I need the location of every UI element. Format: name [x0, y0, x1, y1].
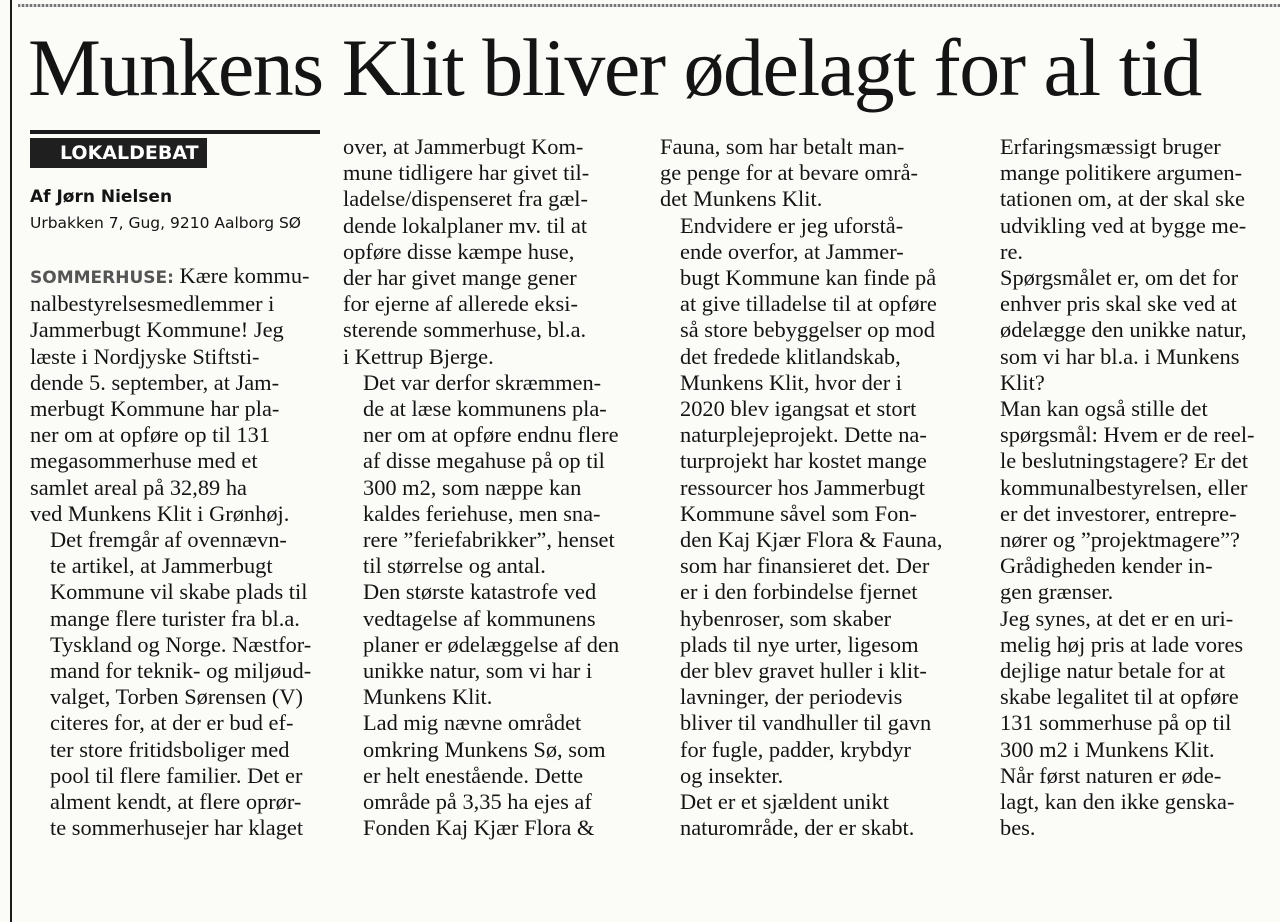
text-line: Det er et sjældent unikt [680, 789, 889, 815]
text-line: ge penge for at bevare områ- [660, 160, 918, 186]
paragraph [980, 763, 1275, 842]
text-line: 300 m2 i Munkens Klit. [1000, 736, 1215, 762]
text-line: dende lokalplaner mv. til at [343, 212, 588, 238]
text-line: der blev gravet huller i klit- [680, 658, 927, 684]
text-line: dende 5. september, at Jam- [30, 369, 280, 395]
text-line: ladelse/dispenseret fra gæl- [343, 186, 588, 212]
text-line: Munkens Klit, hvor der i [680, 369, 903, 395]
text-line: mand for teknik- og miljøud- [50, 658, 312, 684]
text-line: ved Munkens Klit i Grønhøj. [30, 500, 290, 526]
text-line: 131 sommerhuse på op til [1000, 710, 1232, 736]
text-line: samlet areal på 32,89 ha [30, 474, 247, 500]
text-line: Kommune vil skabe plads til [50, 579, 308, 605]
text-line: Lad mig nævne området [363, 710, 582, 736]
text-line: turprojekt har kostet mange [680, 448, 927, 474]
text-line: mune tidligere har givet til- [343, 160, 590, 186]
text-line: Den største katastrofe ved [363, 579, 597, 605]
paragraph [30, 263, 325, 527]
column-1-body [30, 263, 325, 841]
paragraph [660, 789, 965, 841]
text-line: det fredede klitlandskab, [680, 343, 901, 369]
text-line: Når først naturen er øde- [1000, 762, 1222, 788]
text-line: spørgsmål: Hvem er de reel- [1000, 422, 1255, 448]
text-line: dejlige natur betale for at [1000, 658, 1226, 684]
text-line: Fauna, som har betalt man- [660, 134, 905, 159]
paragraph [343, 370, 643, 580]
text-line: enhver pris skal ske ved at [1000, 291, 1237, 317]
left-rule [10, 0, 12, 922]
text-line: naturplejeprojekt. Dette na- [680, 422, 927, 448]
text-line: merbugt Kommune har pla- [30, 396, 280, 422]
text-line: er i den forbindelse fjernet [680, 579, 918, 605]
text-line: citeres for, at der er bud ef- [50, 710, 294, 736]
text-line: lavninger, der periodevis [680, 684, 903, 710]
text-line: Fonden Kaj Kjær Flora & [363, 815, 595, 841]
paragraph [980, 553, 1275, 605]
text-line: Det var derfor skræmmen- [363, 369, 602, 395]
text-line: omkring Munkens Sø, som [363, 736, 606, 762]
kicker-rule [30, 130, 320, 134]
text-line: 300 m2, som næppe kan [363, 474, 582, 500]
text-line: le beslutningstagere? Er det [1000, 448, 1249, 474]
text-line: unikke natur, som vi har i [363, 658, 593, 684]
text-line: ressourcer hos Jammerbugt [680, 474, 925, 500]
text-line: og insekter. [680, 762, 784, 788]
paragraph [343, 710, 643, 841]
text-line: af disse megahuse på op til [363, 448, 605, 474]
text-line: hybenroser, som skaber [680, 605, 892, 631]
text-line: for ejerne af allerede eksi- [343, 291, 578, 317]
paragraph [980, 265, 1275, 396]
text-line: Erfaringsmæssigt bruger [1000, 134, 1221, 159]
text-line: Det fremgår af ovennævn- [50, 527, 287, 553]
text-line: 2020 blev igangsat et stort [680, 396, 917, 422]
text-line: læste i Nordjyske Stiftsti- [30, 343, 260, 369]
text-line: valget, Torben Sørensen (V) [50, 684, 303, 710]
text-line: opføre disse kæmpe huse, [343, 238, 575, 264]
text-line: Jeg synes, at det er en uri- [1000, 605, 1234, 631]
text-line: som vi har bl.a. i Munkens [1000, 343, 1240, 369]
text-line: kommunalbestyrelsen, eller [1000, 474, 1248, 500]
text-line: planer er ødelæggelse af den [363, 631, 620, 657]
text-line: pool til flere familier. Det er [50, 762, 303, 788]
column-3 [660, 134, 965, 841]
text-line: er helt enestående. Dette [363, 762, 584, 788]
text-line: Tyskland og Norge. Næstfor- [50, 631, 312, 657]
author-name: Af Jørn Nielsen [30, 187, 173, 207]
text-line: bliver til vandhuller til gavn [680, 710, 932, 736]
text-line: Grådigheden kender in- [1000, 553, 1213, 579]
paragraph [343, 134, 643, 370]
text-line: megasommerhuse med et [30, 448, 258, 474]
text-line: te sommerhusejer har klaget [50, 815, 304, 841]
column-4 [980, 134, 1275, 841]
text-line: i Kettrup Bjerge. [343, 343, 494, 369]
headline: Munkens Klit bliver ødelagt for al tid [28, 22, 1201, 113]
text-line: ende overfor, at Jammer- [680, 238, 904, 264]
text-line: lagt, kan den ikke genska- [1000, 789, 1235, 815]
paragraph [30, 527, 325, 841]
text-line: Endvidere er jeg uforstå- [680, 212, 904, 238]
paragraph [660, 213, 965, 789]
text-line: re. [1000, 238, 1023, 264]
text-line: skabe legalitet til at opføre [1000, 684, 1239, 710]
text-line: naturområde, der er skabt. [680, 815, 915, 841]
text-line: rere ”feriefabrikker”, henset [363, 527, 615, 553]
text-line: område på 3,35 ha ejes af [363, 789, 592, 815]
text-line: bes. [1000, 815, 1036, 841]
text-line: over, at Jammerbugt Kom- [343, 134, 584, 159]
text-line: sterende sommerhuse, bl.a. [343, 317, 587, 343]
text-line: ter store fritidsboliger med [50, 736, 290, 762]
text-line: at give tilladelse til at opføre [680, 291, 937, 317]
author-address: Urbakken 7, Gug, 9210 Aalborg SØ [30, 214, 301, 232]
text-line: Jammerbugt Kommune! Jeg [30, 317, 284, 343]
text-line: melig høj pris at lade vores [1000, 631, 1244, 657]
text-line: Klit? [1000, 369, 1045, 395]
text-line: nalbestyrelsesmedlemmer i [30, 291, 275, 317]
text-line: Spørgsmålet er, om det for [1000, 265, 1239, 291]
text-line: plads til nye urter, ligesom [680, 631, 919, 657]
text-line: kaldes feriehuse, men sna- [363, 500, 601, 526]
paragraph [980, 606, 1275, 763]
text-line: ner om at opføre op til 131 [30, 422, 271, 448]
column-1 [30, 130, 325, 841]
text-line: er det investorer, entrepre- [1000, 500, 1237, 526]
lead-tag: SOMMERHUSE: [30, 268, 174, 288]
text-line: Kommune såvel som Fon- [680, 500, 917, 526]
paragraph [660, 134, 965, 213]
text-line: nører og ”projektmagere”? [1000, 527, 1240, 553]
text-line: SOMMERHUSE: Kære kommu- [30, 263, 310, 288]
section-kicker: LOKALDEBAT [30, 138, 207, 168]
text-line: te artikel, at Jammerbugt [50, 553, 273, 579]
text-line: mange politikere argumen- [1000, 160, 1243, 186]
paragraph [980, 134, 1275, 265]
text-line: vedtagelse af kommunens [363, 605, 596, 631]
text-line: tationen om, at der skal ske [1000, 186, 1245, 212]
text-line: Man kan også stille det [1000, 396, 1208, 422]
text-line: det Munkens Klit. [660, 186, 823, 212]
text-line: som har finansieret det. Der [680, 553, 930, 579]
text-line: de at læse kommunens pla- [363, 396, 607, 422]
column-2 [343, 134, 643, 841]
text-line: ødelægge den unikke natur, [1000, 317, 1247, 343]
text-line: den Kaj Kjær Flora & Fauna, [680, 527, 943, 553]
text-line: udvikling ved at bygge me- [1000, 212, 1247, 238]
text-line: ner om at opføre endnu flere [363, 422, 619, 448]
text-line: gen grænser. [1000, 579, 1114, 605]
text-line: alment kendt, at flere oprør- [50, 789, 302, 815]
text-line: til størrelse og antal. [363, 553, 546, 579]
text-line: mange flere turister fra bl.a. [50, 605, 300, 631]
text-line: så store bebyggelser op mod [680, 317, 935, 343]
text-line: bugt Kommune kan finde på [680, 265, 937, 291]
paragraph [343, 579, 643, 710]
paragraph [980, 396, 1275, 553]
text-line: for fugle, padder, krybdyr [680, 736, 912, 762]
text-line: Munkens Klit. [363, 684, 493, 710]
top-rule [18, 4, 1280, 7]
text-line: der har givet mange gener [343, 265, 577, 291]
